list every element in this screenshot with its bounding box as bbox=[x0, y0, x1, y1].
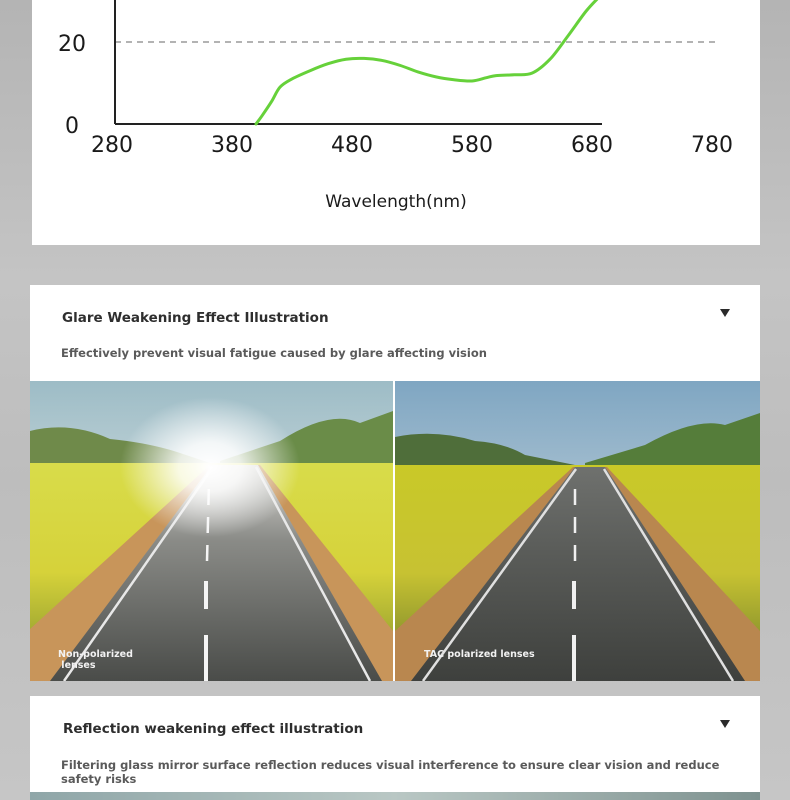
non-polarized-photo bbox=[30, 381, 393, 681]
y-tick-label: 0 bbox=[65, 114, 79, 139]
transmittance-chart bbox=[32, 0, 760, 245]
glare-section-subtitle: Effectively prevent visual fatigue caused by glare affecting vision bbox=[61, 346, 487, 360]
glare-section-card bbox=[30, 285, 760, 681]
caret-down-icon[interactable] bbox=[720, 720, 730, 728]
polarized-photo bbox=[395, 381, 760, 681]
x-tick-label: 580 bbox=[451, 133, 493, 158]
x-tick-label: 680 bbox=[571, 133, 613, 158]
transmittance-curve bbox=[256, 0, 599, 124]
caret-down-icon[interactable] bbox=[720, 309, 730, 317]
x-axis-label: Wavelength(nm) bbox=[325, 192, 467, 212]
transmittance-chart-card bbox=[32, 0, 760, 245]
reflection-photo-strip bbox=[30, 792, 760, 800]
x-tick-label: 380 bbox=[211, 133, 253, 158]
non-polarized-label: Non-polarized lenses bbox=[58, 649, 133, 671]
reflection-section-title: Reflection weakening effect illustration bbox=[63, 721, 364, 737]
glare-section-title: Glare Weakening Effect Illustration bbox=[62, 310, 329, 326]
x-tick-label: 480 bbox=[331, 133, 373, 158]
polarized-label: TAC polarized lenses bbox=[424, 649, 535, 660]
reflection-section-card bbox=[30, 696, 760, 800]
reflection-section-subtitle: Filtering glass mirror surface reflection reduces visual interference to ensure clear vision and reduce safety risks bbox=[61, 758, 720, 786]
x-tick-label: 280 bbox=[91, 133, 133, 158]
y-tick-label: 20 bbox=[58, 32, 86, 57]
x-tick-label: 780 bbox=[691, 133, 733, 158]
